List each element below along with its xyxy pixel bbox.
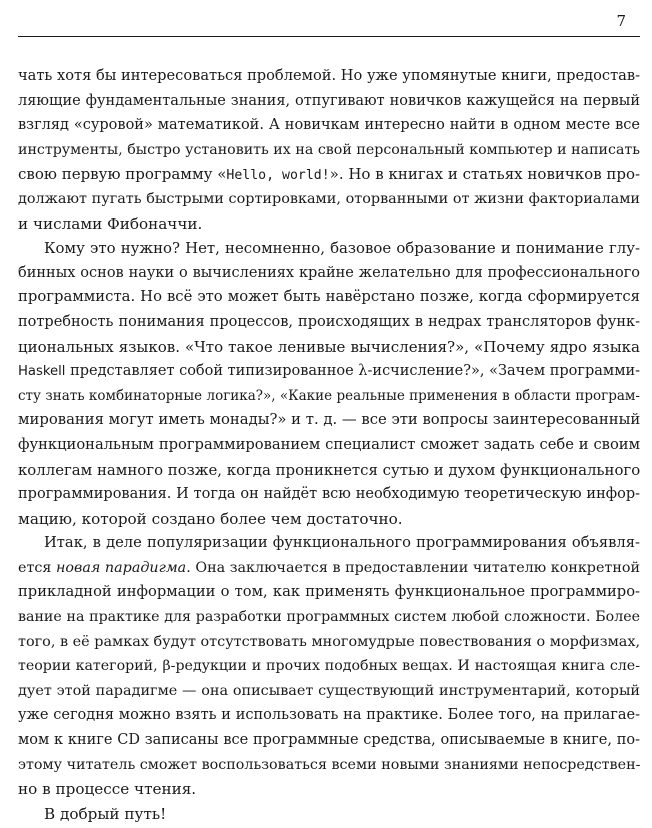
- paragraph-3: [18, 531, 640, 802]
- text-line: того, в её рамках будут отсутствовать многомудрые повествования о морфизмах,: [18, 633, 641, 650]
- text-fragment: ». Но в книгах и статьях новичков про-: [329, 165, 641, 184]
- text-line: потребность понимания процессов, происходящих в недрах трансляторов функ-: [18, 313, 640, 330]
- text-line: ляющие фундаментальные знания, отпугивают новичков кажущейся на первый: [18, 92, 640, 109]
- text-line: должают пугать быстрыми сортировками, оторванными от жизни факториалами: [18, 190, 640, 207]
- text-line: [18, 359, 640, 384]
- text-fragment: ется: [18, 559, 56, 576]
- text-line: вание на практике для разработки программных систем любой сложности. Более: [18, 609, 640, 626]
- text-line: этому читатель сможет воспользоваться всеми новыми знаниями непосредствен-: [18, 756, 641, 773]
- text-line: теории категорий, β-редукции и прочих подобных вещах. И настоящая книга сле-: [18, 658, 640, 675]
- page-number: 7: [616, 12, 626, 30]
- emphasis-new-paradigm: новая парадигма: [56, 559, 187, 576]
- text-fragment: . Она заключается в предоставлении читателю конкретной: [186, 559, 640, 576]
- text-line: дует этой парадигме — она описывает существующий инструментарий, который: [18, 682, 640, 699]
- text-line: циональных языков. «Что такое ленивые вычисления?», «Почему ядро языка: [18, 337, 640, 356]
- text-line: инструменты, быстро установить их на свой персональный компьютер и написать: [18, 141, 640, 158]
- text-line: но в процессе чтения.: [18, 780, 197, 799]
- paragraph-1: [18, 64, 640, 236]
- text-line: Итак, в деле популяризации функционального программирования объявля-: [44, 534, 640, 552]
- haskell-name: Haskell: [18, 364, 66, 380]
- text-line: взгляд «суровой» математикой. А новичкам интересно найти в одном месте все: [18, 117, 640, 134]
- text-line: мирования могут иметь монады?» и т. д. — все эти вопросы заинтересованный: [18, 411, 641, 429]
- text-line: [18, 162, 640, 187]
- body-text: [18, 64, 640, 826]
- text-line: сту знать комбинаторные логика?», «Какие реальные применения в области програм-: [18, 387, 640, 404]
- header-rule: [18, 36, 640, 37]
- text-line: программиста. Но всё это может быть навёрстано позже, когда сформируется: [18, 288, 640, 306]
- text-fragment: представляет собой типизированное λ-исчисление?», «Зачем программи-: [65, 363, 641, 380]
- paragraph-4: [18, 802, 640, 827]
- text-line: [18, 556, 640, 581]
- paragraph-2: [18, 236, 640, 531]
- text-line: уже сегодня можно взять и использовать на практике. Более того, на прилагае-: [18, 707, 640, 724]
- text-line: чать хотя бы интересоваться проблемой. Но уже упомянутые книги, предостав-: [18, 67, 640, 84]
- text-line: мом к книге CD записаны все программные средства, описываемые в книге, по-: [18, 732, 640, 749]
- code-hello-world: Hello, world!: [226, 168, 330, 184]
- text-line: программирования. И тогда он найдёт всю необходимую теоретическую инфор-: [18, 486, 640, 503]
- text-fragment: свою первую программу «: [18, 165, 227, 184]
- text-line: прикладной информации о том, как применять функциональное программиро-: [18, 583, 640, 601]
- text-line: Кому это нужно? Нет, несомненно, базовое образование и понимание глу-: [44, 239, 640, 258]
- text-line: мацию, которой создано более чем достаточно.: [18, 509, 403, 528]
- text-line: коллегам намного позже, когда проникнется сутью и духом функционального: [18, 460, 641, 479]
- text-line: и числами Фибоначчи.: [18, 214, 203, 233]
- text-line: бинных основ науки о вычислениях крайне желательно для профессионального: [18, 264, 640, 281]
- text-line: функциональным программированием специалист сможет задать себе и своим: [18, 435, 640, 453]
- text-line: В добрый путь!: [44, 804, 167, 823]
